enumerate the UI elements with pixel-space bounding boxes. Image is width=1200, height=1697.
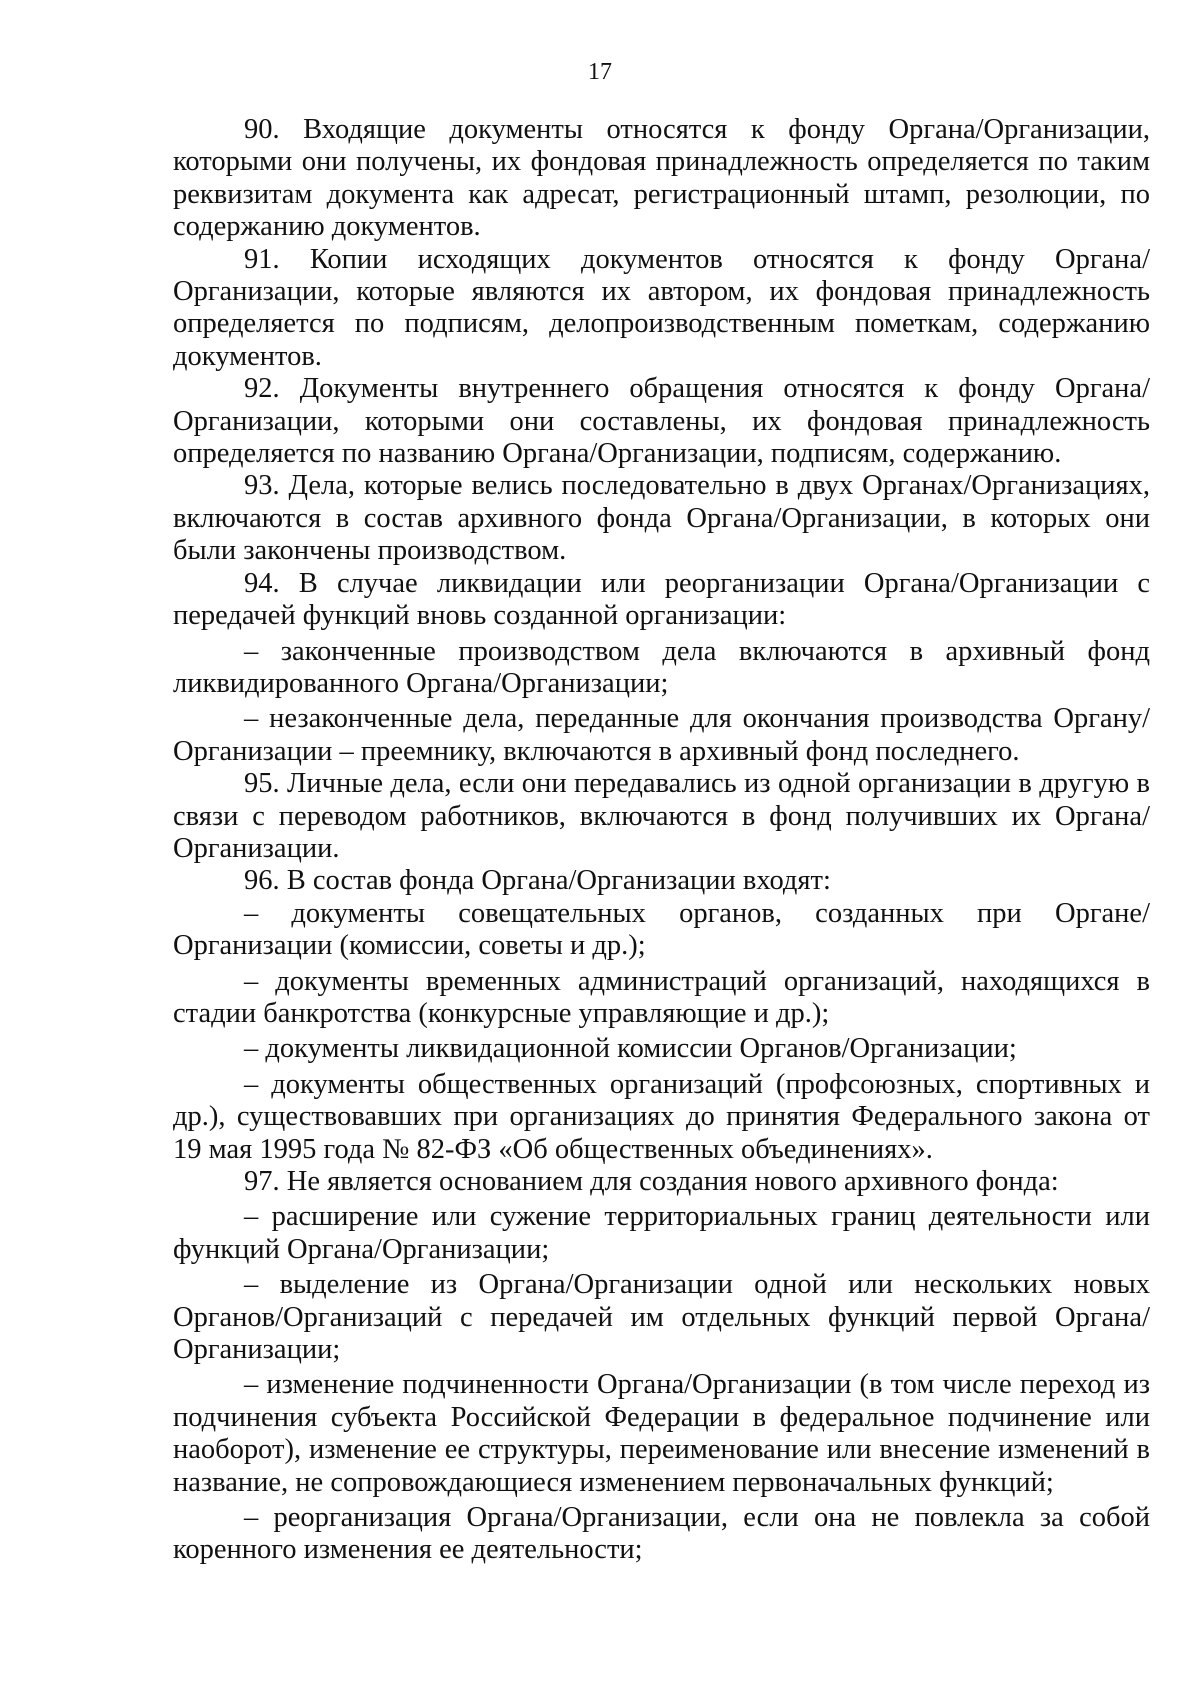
paragraph-90: 90. Входящие документы относятся к фонду Органа/Организации, которыми они получены, их фондовая принадлежность определяется по таким реквизитам документа как адресат, регистрационный штамп, резолюции, по содержанию документов. [173, 114, 1150, 243]
paragraph-95: 95. Личные дела, если они передавались из одной организации в другую в связи с переводом работников, включаются в фонд получивших их Органа/Организации. [173, 768, 1150, 864]
list-item: – реорганизация Органа/Организации, если она не повлекла за собой коренного изменения ее деятельности; [173, 1502, 1150, 1566]
paragraph-96: 96. В состав фонда Органа/Организации входят: [244, 865, 831, 897]
list-item: – документы временных администраций организаций, находящихся в стадии банкротства (конкурсные управляющие и др.); [173, 965, 1150, 1029]
page-number: 17 [588, 59, 612, 85]
list-item: – законченные производством дела включаются в архивный фонд ликвидированного Органа/Организации; [173, 635, 1150, 699]
list-item: – документы совещательных органов, созданных при Органе/Организации (комиссии, советы и др.); [173, 897, 1150, 962]
list-item: – расширение или сужение территориальных границ деятельности или функций Органа/Организации; [173, 1201, 1150, 1265]
paragraph-94: 94. В случае ликвидации или реорганизации Органа/Организации с передачей функций вновь созданной организации: [173, 567, 1150, 632]
list-item: – документы общественных организаций (профсоюзных, спортивных и др.), существовавших при организациях до принятия Федерального закона от 19 мая 1995 года № 82-ФЗ «Об общественных объединениях». [173, 1068, 1150, 1165]
paragraph-93: 93. Дела, которые велись последовательно в двух Органах/Организациях, включаются в состав архивного фонда Органа/Организации, в которых они были закончены производством. [173, 470, 1150, 567]
paragraph-91: 91. Копии исходящих документов относятся к фонду Органа/Организации, которые являются их автором, их фондовая принадлежность определяется по подписям, делопроизводственным пометкам, содержанию документов. [173, 243, 1150, 372]
document-body [173, 114, 1150, 1567]
list-item: – документы ликвидационной комиссии Органов/Организации; [244, 1033, 1017, 1065]
list-item: – выделение из Органа/Организации одной или нескольких новых Органов/Организаций с передачей им отдельных функций первой Органа/Организации; [173, 1269, 1150, 1366]
paragraph-92: 92. Документы внутреннего обращения относятся к фонду Органа/Организации, которыми они составлены, их фондовая принадлежность определяется по названию Органа/Организации, подписям, содержанию. [173, 373, 1150, 470]
list-item: – незаконченные дела, переданные для окончания производства Органу/Организации – преемнику, включаются в архивный фонд последнего. [173, 703, 1150, 767]
paragraph-97: 97. Не является основанием для создания нового архивного фонда: [244, 1166, 1059, 1197]
list-item: – изменение подчиненности Органа/Организации (в том числе переход из подчинения субъекта Российской Федерации в федеральное подчинение или наоборот), изменение ее структуры, переименование или внесение изменений в название, не сопровождающиеся изменением первоначальных функций; [173, 1369, 1150, 1498]
